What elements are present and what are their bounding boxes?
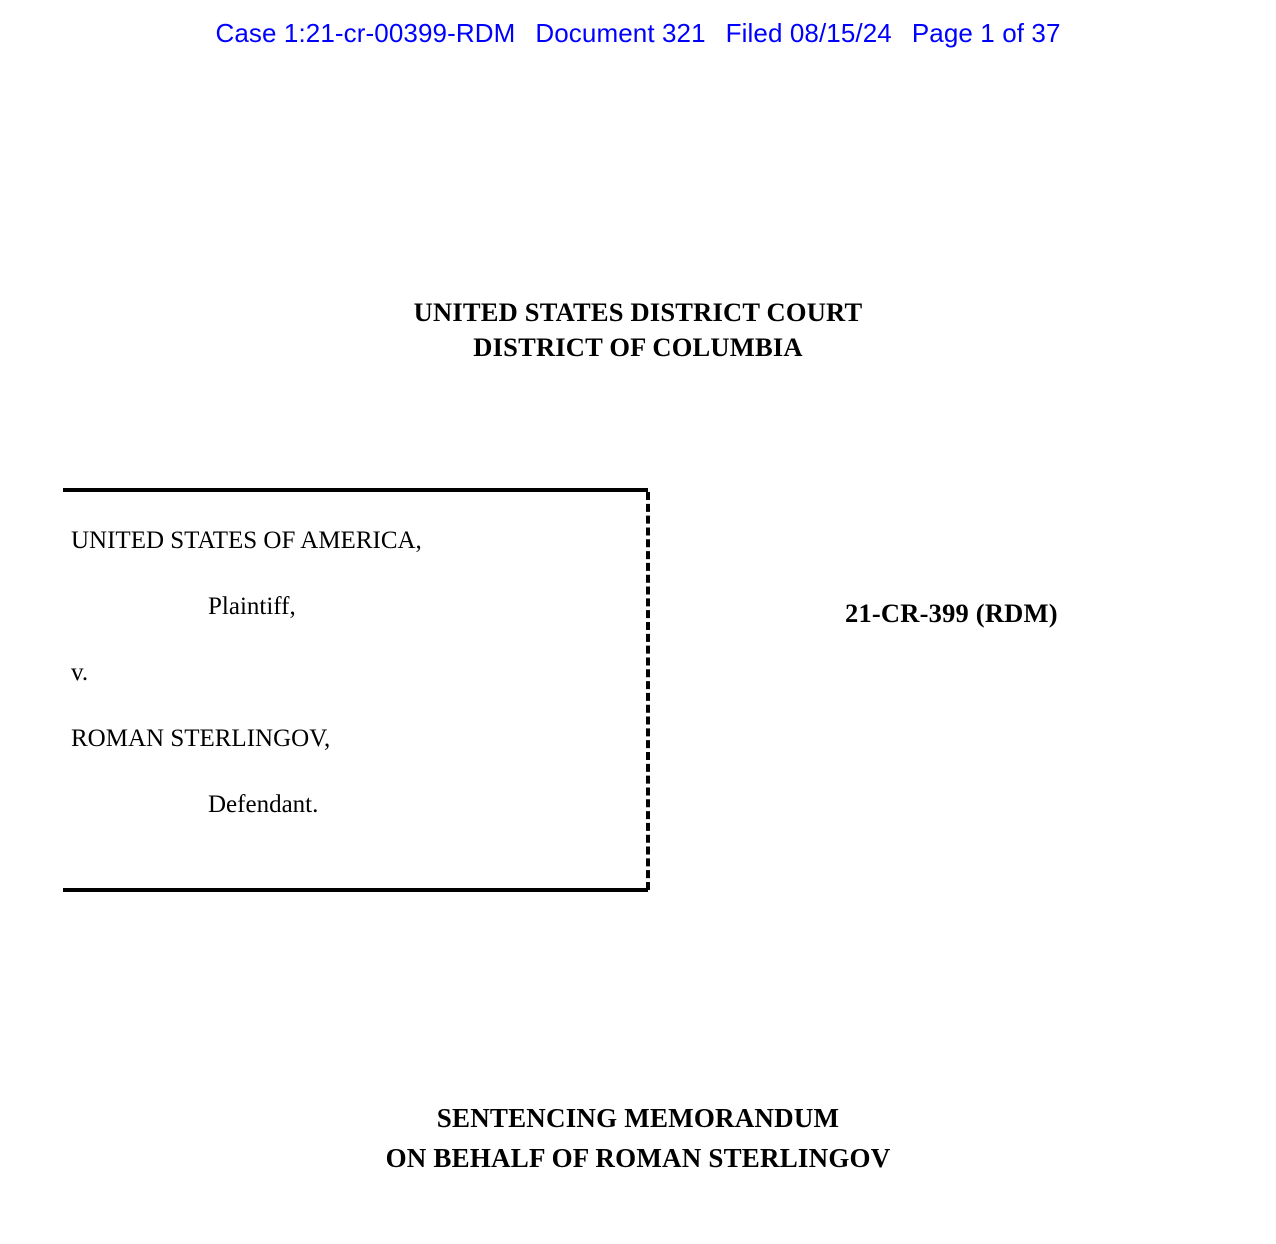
court-name-line: UNITED STATES DISTRICT COURT	[413, 297, 863, 327]
defendant-role: Defendant.	[208, 791, 319, 818]
plaintiff-role: Plaintiff,	[208, 593, 296, 620]
caption-spacer-4	[71, 754, 631, 790]
case-caption-block	[63, 488, 648, 892]
caption-spacer-1	[71, 556, 631, 592]
ecf-case-number: Case 1:21-cr-00399-RDM	[215, 18, 516, 48]
court-heading	[0, 295, 1276, 365]
ecf-page-number: Page 1 of 37	[911, 18, 1061, 48]
caption-bottom-rule	[63, 888, 648, 892]
document-title-line-2: ON BEHALF OF ROMAN STERLINGOV	[385, 1143, 891, 1173]
versus-label: v.	[71, 659, 89, 686]
ecf-filed-date: Filed 08/15/24	[725, 18, 892, 48]
caption-spacer-2	[71, 622, 631, 658]
defendant-name: ROMAN STERLINGOV,	[71, 725, 331, 752]
caption-parties	[71, 526, 631, 820]
document-title-line-1: SENTENCING MEMORANDUM	[436, 1103, 840, 1133]
caption-dashed-divider	[646, 492, 650, 890]
court-district-line: DISTRICT OF COLUMBIA	[473, 332, 803, 362]
document-title	[0, 1098, 1276, 1178]
case-number: 21-CR-399 (RDM)	[845, 598, 1058, 628]
caption-top-rule	[63, 488, 648, 492]
ecf-document-number: Document 321	[535, 18, 706, 48]
ecf-header-stamp	[0, 18, 1276, 49]
plaintiff-name: UNITED STATES OF AMERICA,	[71, 527, 422, 554]
caption-spacer-3	[71, 688, 631, 724]
